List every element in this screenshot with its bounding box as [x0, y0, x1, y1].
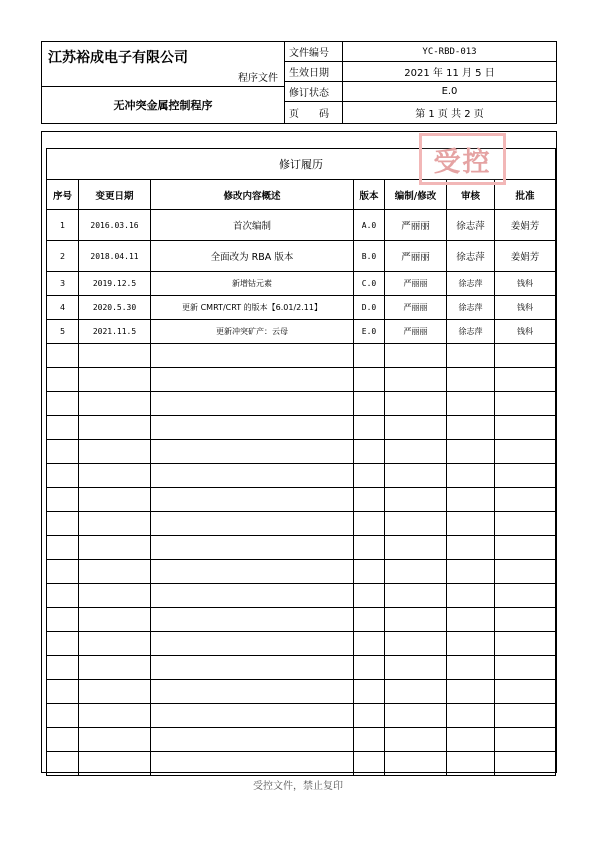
empty-cell: [151, 536, 354, 560]
empty-row: [47, 656, 556, 680]
cell-summary: 首次编制: [151, 210, 354, 241]
cell-author: 严丽丽: [385, 272, 447, 296]
empty-cell: [47, 488, 79, 512]
empty-row: [47, 464, 556, 488]
cell-approver: 姜娟芳: [495, 241, 556, 272]
cell-no: 5: [47, 320, 79, 344]
cell-reviewer: 徐志萍: [447, 241, 495, 272]
empty-cell: [385, 584, 447, 608]
page-footer: 受控文件，禁止复印: [253, 781, 343, 792]
empty-cell: [79, 560, 151, 584]
cell-approver: 姜娟芳: [495, 210, 556, 241]
empty-row: [47, 680, 556, 704]
empty-cell: [79, 368, 151, 392]
empty-row: [47, 752, 556, 776]
empty-cell: [495, 656, 556, 680]
empty-cell: [354, 584, 385, 608]
empty-cell: [447, 560, 495, 584]
empty-cell: [447, 632, 495, 656]
cell-author: 严丽丽: [385, 296, 447, 320]
empty-cell: [151, 704, 354, 728]
empty-cell: [151, 656, 354, 680]
empty-cell: [447, 392, 495, 416]
empty-cell: [47, 344, 79, 368]
empty-row: [47, 560, 556, 584]
empty-cell: [151, 392, 354, 416]
empty-cell: [447, 752, 495, 776]
empty-cell: [354, 344, 385, 368]
empty-cell: [447, 728, 495, 752]
empty-cell: [151, 488, 354, 512]
empty-cell: [354, 392, 385, 416]
empty-cell: [79, 488, 151, 512]
cell-summary: 更新冲突矿产：云母: [151, 320, 354, 344]
table-row: [47, 296, 556, 320]
empty-row: [47, 344, 556, 368]
empty-cell: [47, 392, 79, 416]
empty-cell: [354, 416, 385, 440]
empty-cell: [354, 488, 385, 512]
field-doc-number: [285, 42, 556, 62]
empty-cell: [47, 680, 79, 704]
cell-version: C.0: [354, 272, 385, 296]
empty-cell: [47, 632, 79, 656]
empty-cell: [79, 752, 151, 776]
empty-cell: [447, 368, 495, 392]
empty-cell: [385, 560, 447, 584]
empty-row: [47, 704, 556, 728]
empty-cell: [47, 512, 79, 536]
empty-cell: [47, 440, 79, 464]
empty-row: [47, 536, 556, 560]
document-header: [41, 41, 557, 124]
cell-version: A.0: [354, 210, 385, 241]
cell-no: 1: [47, 210, 79, 241]
field-label: 修订状态: [285, 82, 343, 101]
empty-cell: [385, 512, 447, 536]
empty-cell: [495, 680, 556, 704]
empty-cell: [495, 440, 556, 464]
empty-cell: [385, 464, 447, 488]
controlled-stamp: 受控: [419, 133, 506, 185]
empty-cell: [151, 680, 354, 704]
empty-cell: [354, 728, 385, 752]
empty-cell: [385, 488, 447, 512]
cell-reviewer: 徐志萍: [447, 210, 495, 241]
empty-cell: [79, 464, 151, 488]
field-revision-status: [285, 82, 556, 102]
empty-cell: [447, 512, 495, 536]
empty-cell: [385, 632, 447, 656]
empty-cell: [447, 584, 495, 608]
empty-cell: [495, 704, 556, 728]
empty-cell: [385, 368, 447, 392]
empty-cell: [79, 416, 151, 440]
empty-row: [47, 488, 556, 512]
empty-cell: [151, 440, 354, 464]
col-header-reviewer: 审核: [447, 180, 495, 210]
empty-cell: [495, 416, 556, 440]
empty-row: [47, 608, 556, 632]
empty-cell: [79, 656, 151, 680]
empty-row: [47, 512, 556, 536]
empty-cell: [354, 704, 385, 728]
empty-cell: [354, 440, 385, 464]
empty-cell: [47, 464, 79, 488]
cell-summary: 更新 CMRT/CRT 的版本【6.01/2.11】: [151, 296, 354, 320]
empty-cell: [447, 344, 495, 368]
cell-approver: 钱科: [495, 320, 556, 344]
empty-row: [47, 416, 556, 440]
table-row: [47, 272, 556, 296]
empty-cell: [79, 512, 151, 536]
empty-cell: [495, 752, 556, 776]
empty-cell: [79, 392, 151, 416]
empty-cell: [79, 536, 151, 560]
meta-fields: [285, 42, 556, 123]
cell-author: 严丽丽: [385, 241, 447, 272]
empty-cell: [447, 680, 495, 704]
empty-row: [47, 728, 556, 752]
empty-cell: [151, 512, 354, 536]
field-label: 生效日期: [285, 62, 343, 81]
empty-cell: [385, 656, 447, 680]
table-title: 修订履历: [47, 149, 556, 180]
empty-cell: [151, 608, 354, 632]
company-cell: [42, 42, 285, 87]
empty-cell: [47, 608, 79, 632]
empty-cell: [151, 584, 354, 608]
empty-cell: [354, 632, 385, 656]
empty-cell: [151, 416, 354, 440]
empty-cell: [79, 440, 151, 464]
empty-row: [47, 632, 556, 656]
empty-cell: [354, 512, 385, 536]
empty-cell: [47, 584, 79, 608]
empty-row: [47, 440, 556, 464]
empty-cell: [495, 392, 556, 416]
table-row: [47, 320, 556, 344]
empty-cell: [354, 464, 385, 488]
empty-cell: [385, 392, 447, 416]
empty-cell: [79, 632, 151, 656]
cell-date: 2019.12.5: [79, 272, 151, 296]
field-value: YC-RBD-013: [422, 46, 477, 57]
empty-cell: [447, 416, 495, 440]
empty-cell: [47, 656, 79, 680]
cell-summary: 全面改为 RBA 版本: [151, 241, 354, 272]
col-header-date: 变更日期: [79, 180, 151, 210]
empty-cell: [79, 704, 151, 728]
field-value: 第 1 页 共 2 页: [415, 109, 484, 120]
empty-cell: [151, 464, 354, 488]
field-effective-date: [285, 62, 556, 82]
empty-cell: [385, 680, 447, 704]
revision-history-table: [46, 148, 556, 776]
cell-summary: 新增钴元素: [151, 272, 354, 296]
col-header-author: 编制/修改: [385, 180, 447, 210]
empty-cell: [495, 584, 556, 608]
empty-row: [47, 392, 556, 416]
empty-cell: [151, 752, 354, 776]
empty-cell: [495, 608, 556, 632]
field-label: 页 码: [285, 102, 343, 123]
empty-cell: [47, 704, 79, 728]
empty-cell: [447, 464, 495, 488]
col-header-summary: 修改内容概述: [151, 180, 354, 210]
empty-cell: [495, 728, 556, 752]
empty-row: [47, 368, 556, 392]
cell-no: 3: [47, 272, 79, 296]
empty-cell: [79, 680, 151, 704]
cell-date: 2016.03.16: [79, 210, 151, 241]
empty-cell: [79, 584, 151, 608]
empty-cell: [385, 728, 447, 752]
doc-type: 程序文件: [238, 73, 278, 84]
field-value: 2021 年 11 月 5 日: [404, 68, 495, 79]
empty-cell: [385, 416, 447, 440]
cell-approver: 钱科: [495, 272, 556, 296]
empty-cell: [354, 536, 385, 560]
empty-cell: [447, 656, 495, 680]
empty-cell: [447, 704, 495, 728]
col-header-no: 序号: [47, 180, 79, 210]
empty-cell: [47, 416, 79, 440]
table-row: [47, 241, 556, 272]
cell-version: D.0: [354, 296, 385, 320]
empty-cell: [385, 752, 447, 776]
empty-cell: [151, 368, 354, 392]
empty-cell: [495, 344, 556, 368]
empty-cell: [495, 560, 556, 584]
cell-date: 2018.04.11: [79, 241, 151, 272]
empty-cell: [385, 440, 447, 464]
cell-author: 严丽丽: [385, 320, 447, 344]
empty-cell: [47, 536, 79, 560]
cell-date: 2021.11.5: [79, 320, 151, 344]
empty-cell: [354, 680, 385, 704]
cell-reviewer: 徐志萍: [447, 272, 495, 296]
empty-cell: [354, 608, 385, 632]
col-header-version: 版本: [354, 180, 385, 210]
empty-cell: [495, 512, 556, 536]
empty-cell: [47, 368, 79, 392]
empty-cell: [151, 344, 354, 368]
cell-date: 2020.5.30: [79, 296, 151, 320]
empty-cell: [47, 728, 79, 752]
table-row: [47, 210, 556, 241]
cell-reviewer: 徐志萍: [447, 320, 495, 344]
empty-cell: [354, 656, 385, 680]
empty-cell: [447, 608, 495, 632]
empty-cell: [385, 608, 447, 632]
empty-cell: [495, 488, 556, 512]
cell-version: B.0: [354, 241, 385, 272]
empty-cell: [354, 752, 385, 776]
empty-cell: [47, 560, 79, 584]
cell-approver: 钱科: [495, 296, 556, 320]
empty-cell: [495, 368, 556, 392]
cell-author: 严丽丽: [385, 210, 447, 241]
procedure-title: 无冲突金属控制程序: [42, 87, 285, 123]
empty-cell: [151, 632, 354, 656]
cell-reviewer: 徐志萍: [447, 296, 495, 320]
empty-cell: [354, 560, 385, 584]
cell-no: 2: [47, 241, 79, 272]
empty-cell: [385, 704, 447, 728]
company-name: 江苏裕成电子有限公司: [48, 50, 188, 66]
empty-cell: [151, 728, 354, 752]
empty-cell: [47, 752, 79, 776]
empty-cell: [151, 560, 354, 584]
empty-cell: [495, 464, 556, 488]
field-label: 文件编号: [285, 42, 343, 61]
empty-cell: [447, 440, 495, 464]
cell-no: 4: [47, 296, 79, 320]
empty-cell: [385, 536, 447, 560]
empty-cell: [495, 632, 556, 656]
empty-cell: [79, 344, 151, 368]
empty-cell: [79, 728, 151, 752]
empty-cell: [495, 536, 556, 560]
empty-cell: [447, 536, 495, 560]
empty-cell: [79, 608, 151, 632]
empty-row: [47, 584, 556, 608]
empty-cell: [447, 488, 495, 512]
empty-cell: [385, 344, 447, 368]
empty-cell: [354, 368, 385, 392]
col-header-approver: 批准: [495, 180, 556, 210]
field-value: E.0: [441, 86, 458, 97]
field-page-number: [285, 102, 556, 123]
cell-version: E.0: [354, 320, 385, 344]
